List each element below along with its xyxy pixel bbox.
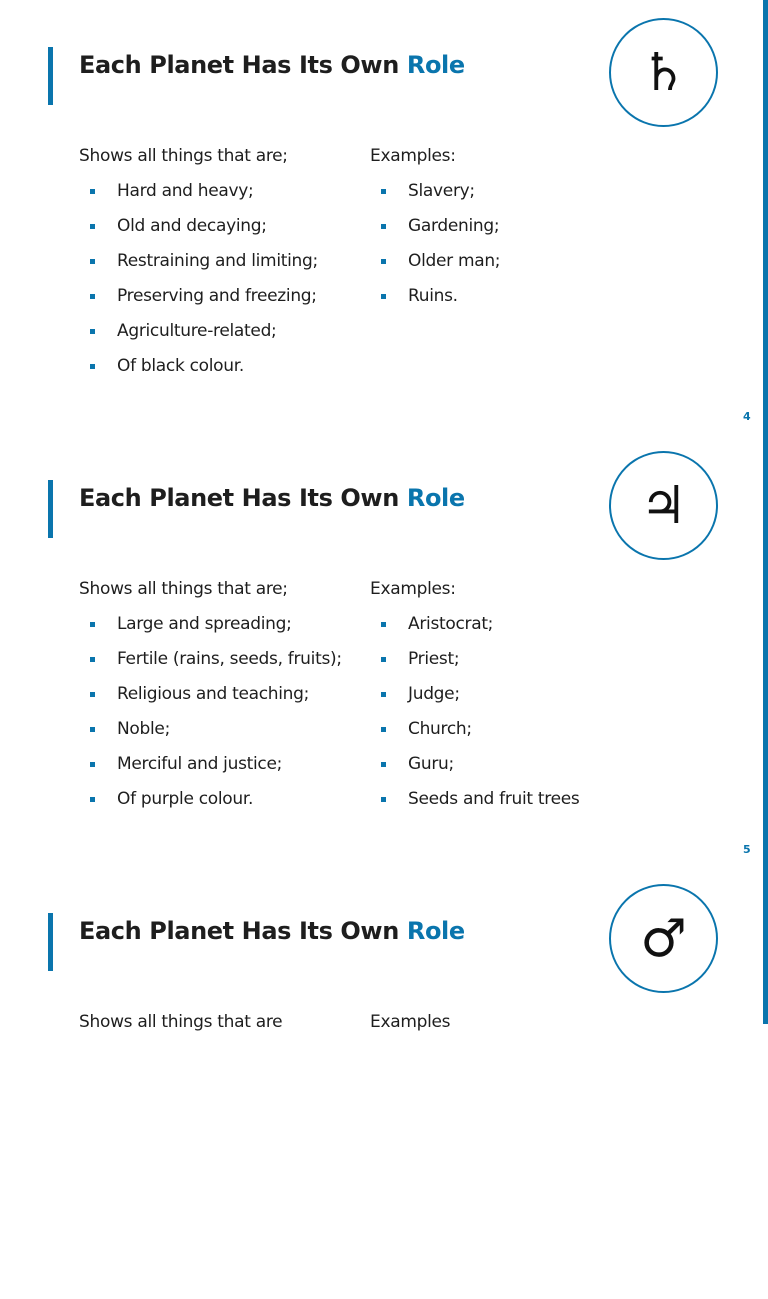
bullet-square-icon	[90, 727, 95, 732]
title-accent: Role	[406, 484, 465, 512]
bullet-square-icon	[381, 259, 386, 264]
bullet-square-icon	[381, 294, 386, 299]
examples-list	[370, 179, 650, 308]
bullet-square-icon	[381, 692, 386, 697]
properties-column	[79, 144, 364, 389]
list-item: Merciful and justice;	[79, 752, 364, 776]
list-item: Noble;	[79, 717, 364, 741]
bullet-square-icon	[381, 797, 386, 802]
examples-column	[370, 1010, 650, 1034]
list-item: Hard and heavy;	[79, 179, 364, 203]
bullet-square-icon	[90, 259, 95, 264]
list-item: Of black colour.	[79, 354, 364, 378]
saturn-icon	[609, 18, 718, 127]
list-item: Fertile (rains, seeds, fruits);	[79, 647, 364, 671]
properties-list	[79, 179, 364, 378]
properties-heading: Shows all things that are;	[79, 146, 288, 166]
bullet-square-icon	[381, 622, 386, 627]
bullet-square-icon	[90, 189, 95, 194]
examples-heading: Examples	[370, 1012, 451, 1032]
slide-mars	[0, 866, 760, 1299]
bullet-square-icon	[381, 224, 386, 229]
title-main: Each Planet Has Its Own	[79, 484, 399, 512]
slide-saturn	[0, 0, 760, 433]
examples-heading: Examples:	[370, 579, 456, 599]
bullet-square-icon	[381, 727, 386, 732]
list-item: Gardening;	[370, 214, 650, 238]
properties-column	[79, 1010, 364, 1034]
bullet-square-icon	[90, 224, 95, 229]
list-item: Restraining and limiting;	[79, 249, 364, 273]
examples-column	[370, 144, 650, 319]
list-item: Agriculture-related;	[79, 319, 364, 343]
bullet-square-icon	[90, 762, 95, 767]
list-item: Older man;	[370, 249, 650, 273]
properties-list	[79, 612, 364, 811]
title-accent: Role	[406, 51, 465, 79]
examples-heading: Examples:	[370, 146, 456, 166]
list-item: Preserving and freezing;	[79, 284, 364, 308]
list-item: Slavery;	[370, 179, 650, 203]
bullet-square-icon	[90, 364, 95, 369]
right-edge-rule	[763, 0, 768, 1024]
mars-icon	[609, 884, 718, 993]
planet-glyph: ♂	[640, 908, 687, 969]
slide-title	[79, 914, 465, 948]
list-item: Judge;	[370, 682, 650, 706]
list-item: Religious and teaching;	[79, 682, 364, 706]
slide-title	[79, 48, 465, 82]
heading-accent-bar	[48, 47, 53, 105]
list-item: Large and spreading;	[79, 612, 364, 636]
title-accent: Role	[406, 917, 465, 945]
properties-column	[79, 577, 364, 822]
list-item: Church;	[370, 717, 650, 741]
page-number: 5	[743, 843, 751, 856]
jupiter-icon	[609, 451, 718, 560]
properties-heading: Shows all things that are	[79, 1012, 283, 1032]
properties-heading: Shows all things that are;	[79, 579, 288, 599]
bullet-square-icon	[90, 657, 95, 662]
list-item: Priest;	[370, 647, 650, 671]
slide-title	[79, 481, 465, 515]
heading-accent-bar	[48, 480, 53, 538]
planet-glyph: ♄	[640, 42, 687, 103]
bullet-square-icon	[381, 762, 386, 767]
bullet-square-icon	[90, 294, 95, 299]
bullet-square-icon	[381, 189, 386, 194]
bullet-square-icon	[90, 622, 95, 627]
list-item: Aristocrat;	[370, 612, 650, 636]
list-item: Seeds and fruit trees	[370, 787, 650, 811]
list-item: Guru;	[370, 752, 650, 776]
list-item: Ruins.	[370, 284, 650, 308]
bullet-square-icon	[381, 657, 386, 662]
bullet-square-icon	[90, 692, 95, 697]
examples-column	[370, 577, 650, 822]
list-item: Of purple colour.	[79, 787, 364, 811]
slide-jupiter	[0, 433, 760, 866]
examples-list	[370, 612, 650, 811]
title-main: Each Planet Has Its Own	[79, 917, 399, 945]
page-number: 4	[743, 410, 751, 423]
bullet-square-icon	[90, 329, 95, 334]
list-item: Old and decaying;	[79, 214, 364, 238]
planet-glyph: ♃	[640, 475, 687, 536]
bullet-square-icon	[90, 797, 95, 802]
title-main: Each Planet Has Its Own	[79, 51, 399, 79]
heading-accent-bar	[48, 913, 53, 971]
